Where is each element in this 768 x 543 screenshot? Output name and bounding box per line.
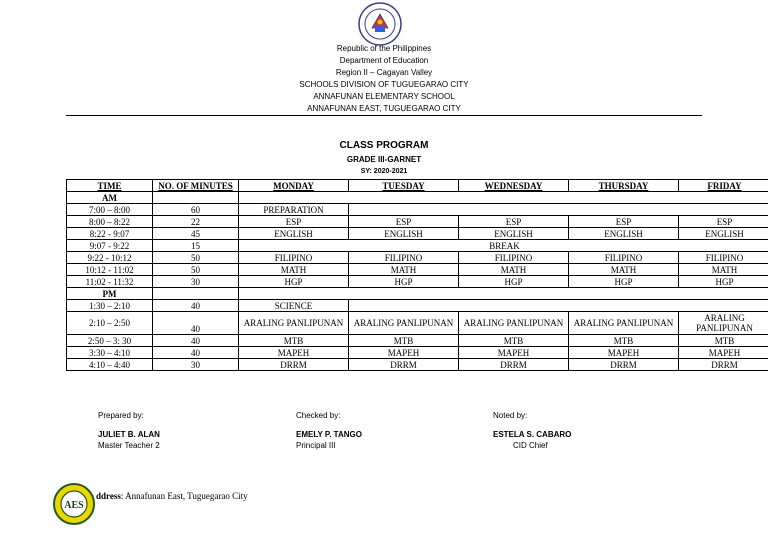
minutes-cell: 40 (153, 347, 239, 359)
subject-cell: HGP (459, 276, 569, 288)
table-row (67, 216, 768, 228)
minutes-cell: 40 (153, 300, 239, 312)
column-header: TUESDAY (349, 180, 459, 192)
minutes-cell: 30 (153, 359, 239, 371)
time-cell: 3:30 – 4:10 (67, 347, 153, 359)
time-cell: 2:10 – 2:50 (67, 312, 153, 335)
subject-cell: MATH (459, 264, 569, 276)
minutes-cell: 50 (153, 252, 239, 264)
subject-cell: MTB (239, 335, 349, 347)
header-school: ANNAFUNAN ELEMENTARY SCHOOL (313, 92, 455, 101)
table-row (67, 264, 768, 276)
subject-cell: FILIPINO (239, 252, 349, 264)
checked-by-position: Principal III (296, 441, 336, 450)
subject-cell: FILIPINO (569, 252, 679, 264)
address-value: : Annafunan East, Tuguegarao City (120, 491, 248, 501)
prepared-by-label: Prepared by: (98, 411, 144, 420)
subject-span-cell: BREAK (239, 240, 768, 252)
section-label: PM (67, 288, 153, 300)
checked-by-label: Checked by: (296, 411, 341, 420)
subject-cell: MAPEH (679, 347, 768, 359)
subject-cell: DRRM (239, 359, 349, 371)
school-logo-icon (53, 483, 95, 525)
subject-cell: ENGLISH (569, 228, 679, 240)
footer-address (96, 491, 248, 501)
checked-by-block (296, 410, 362, 451)
noted-by-label: Noted by: (493, 411, 528, 420)
minutes-cell: 30 (153, 276, 239, 288)
column-header: NO. OF MINUTES (153, 180, 239, 192)
subject-cell: DRRM (349, 359, 459, 371)
subject-cell: FILIPINO (349, 252, 459, 264)
noted-by-position: CID Chief (513, 441, 548, 450)
subject-cell: ESP (679, 216, 768, 228)
deped-seal-icon (358, 2, 402, 46)
column-header: MONDAY (239, 180, 349, 192)
header-republic: Republic of the Philippines (336, 44, 432, 53)
subject-cell: MAPEH (349, 347, 459, 359)
time-cell: 10:12 - 11:02 (67, 264, 153, 276)
table-header-row (67, 180, 768, 192)
subject-cell: MTB (349, 335, 459, 347)
subject-cell: ENGLISH (459, 228, 569, 240)
time-cell: 8:00 – 8:22 (67, 216, 153, 228)
minutes-cell: 60 (153, 204, 239, 216)
time-cell: 4:10 – 4:40 (67, 359, 153, 371)
subject-cell: ESP (349, 216, 459, 228)
header-address: ANNAFUNAN EAST, TUGUEGARAO CITY (307, 104, 461, 113)
header-region: Region II – Cagayan Valley (335, 68, 433, 77)
subject-cell: ENGLISH (679, 228, 768, 240)
subject-cell: ARALING PANLIPUNAN (349, 312, 459, 335)
subject-cell: ENGLISH (349, 228, 459, 240)
noted-by-name: ESTELA S. CABARO (493, 430, 572, 439)
prepared-by-position: Master Teacher 2 (98, 441, 160, 450)
header-deped: Department of Education (339, 56, 429, 65)
column-header: TIME (67, 180, 153, 192)
page-title: CLASS PROGRAM (339, 140, 429, 151)
time-cell: 7:00 – 8:00 (67, 204, 153, 216)
subject-span-cell: PREPARATION (239, 204, 349, 216)
minutes-cell: 45 (153, 228, 239, 240)
svg-text:AES: AES (64, 500, 84, 511)
subject-cell: ARALING PANLIPUNAN (459, 312, 569, 335)
subject-cell: MAPEH (569, 347, 679, 359)
table-row (67, 359, 768, 371)
column-header: FRIDAY (679, 180, 768, 192)
subject-cell: MATH (239, 264, 349, 276)
minutes-cell: 40 (153, 335, 239, 347)
section-row (67, 288, 768, 300)
column-header: THURSDAY (569, 180, 679, 192)
table-row (67, 252, 768, 264)
column-header: WEDNESDAY (459, 180, 569, 192)
minutes-cell: 22 (153, 216, 239, 228)
time-cell: 11:02 - 11:32 (67, 276, 153, 288)
empty-cell (349, 204, 768, 216)
time-cell: 2:50 – 3: 30 (67, 335, 153, 347)
subject-cell: HGP (239, 276, 349, 288)
subject-cell: MTB (679, 335, 768, 347)
subject-cell: MAPEH (239, 347, 349, 359)
subject-cell: FILIPINO (459, 252, 569, 264)
subject-cell: MATH (569, 264, 679, 276)
subject-cell: ARALING PANLIPUNAN (239, 312, 349, 335)
header-division: SCHOOLS DIVISION OF TUGUEGARAO CITY (299, 80, 469, 89)
noted-by-block (493, 410, 571, 451)
subject-cell: DRRM (459, 359, 569, 371)
grade-title: GRADE III-GARNET (346, 155, 422, 164)
table-row (67, 335, 768, 347)
table-row (67, 300, 768, 312)
subject-span-cell: SCIENCE (239, 300, 349, 312)
time-cell: 9:07 - 9:22 (67, 240, 153, 252)
school-year: SY: 2020-2021 (360, 168, 408, 175)
empty-cell (239, 288, 768, 300)
prepared-by-name: JULIET B. ALAN (98, 430, 160, 439)
subject-cell: ARALING PANLIPUNAN (569, 312, 679, 335)
empty-cell (153, 288, 239, 300)
table-row (67, 276, 768, 288)
subject-cell: ARALING PANLIPUNAN (679, 312, 768, 335)
empty-cell (153, 192, 239, 204)
minutes-cell: 15 (153, 240, 239, 252)
subject-cell: MTB (569, 335, 679, 347)
subject-cell: HGP (349, 276, 459, 288)
subject-cell: MATH (679, 264, 768, 276)
subject-cell: MAPEH (459, 347, 569, 359)
subject-cell: DRRM (679, 359, 768, 371)
checked-by-name: EMELY P. TANGO (296, 430, 362, 439)
empty-cell (349, 300, 768, 312)
subject-cell: HGP (679, 276, 768, 288)
subject-cell: MATH (349, 264, 459, 276)
section-label: AM (67, 192, 153, 204)
subject-cell: DRRM (569, 359, 679, 371)
subject-cell: MTB (459, 335, 569, 347)
address-prefix: ddress (96, 491, 121, 501)
table-row (67, 312, 768, 335)
minutes-cell: 40 (153, 312, 239, 335)
prepared-by-block (98, 410, 160, 451)
empty-cell (239, 192, 768, 204)
subject-cell: ESP (239, 216, 349, 228)
time-cell: 1:30 – 2:10 (67, 300, 153, 312)
section-row (67, 192, 768, 204)
subject-cell: ESP (459, 216, 569, 228)
subject-cell: FILIPINO (679, 252, 768, 264)
time-cell: 8:22 - 9:07 (67, 228, 153, 240)
table-row (67, 204, 768, 216)
header-divider (66, 115, 702, 116)
table-row (67, 347, 768, 359)
table-row (67, 240, 768, 252)
time-cell: 9:22 - 10:12 (67, 252, 153, 264)
class-program-table (66, 179, 768, 371)
subject-cell: HGP (569, 276, 679, 288)
subject-cell: ESP (569, 216, 679, 228)
minutes-cell: 50 (153, 264, 239, 276)
subject-cell: ENGLISH (239, 228, 349, 240)
table-row (67, 228, 768, 240)
